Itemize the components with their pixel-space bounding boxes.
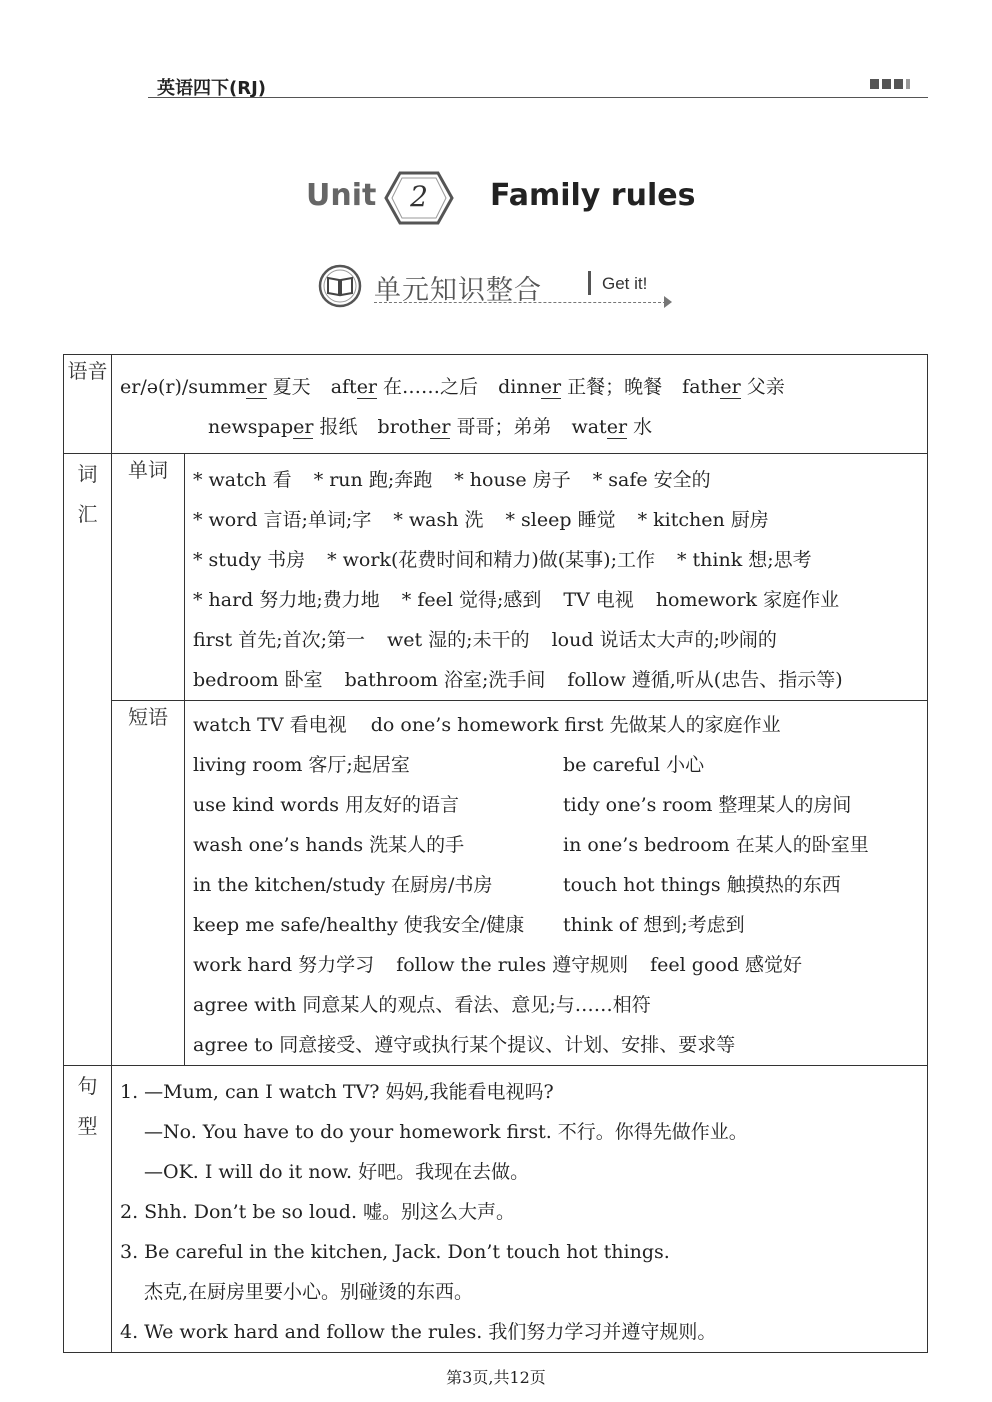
category-char: 词	[77, 462, 98, 486]
phrase-item: touch hot things 触摸热的东西	[563, 874, 841, 896]
phrase-item: living room 客厅;起居室	[193, 754, 410, 776]
pronunciation-item	[331, 376, 478, 398]
word-item: * kitchen 厨房	[637, 509, 769, 531]
words-list	[185, 454, 927, 700]
word-item: follow 遵循,听从(忠告、指示等)	[567, 669, 843, 691]
word-item: * safe 安全的	[592, 469, 711, 491]
phrase-line	[193, 945, 927, 985]
word-part: er/ə(r)/summ	[120, 376, 247, 398]
phrase-item: watch TV 看电视 do one’s homework first 先做某人的家庭作业	[193, 714, 781, 736]
pronunciation-list	[112, 355, 927, 453]
underlined-letters: er	[246, 376, 267, 398]
label-phrases: 短语	[112, 701, 185, 1066]
word-item: * hard 努力地;费力地	[193, 589, 380, 611]
category-char: 型	[77, 1114, 98, 1138]
phrase-item: keep me safe/healthy 使我安全/健康	[193, 914, 525, 936]
underlined-letters: er	[293, 416, 314, 438]
phrases-row	[64, 701, 928, 1066]
phrase-item: be careful 小心	[563, 754, 705, 776]
phrase-item: use kind words 用友好的语言	[193, 794, 460, 816]
word-item: wet 湿的;未干的	[386, 629, 530, 651]
word-part: newspap	[208, 416, 294, 438]
phrase-line	[193, 865, 927, 905]
header-decoration	[870, 79, 910, 89]
word-part: fath	[682, 376, 721, 398]
sentence-line: —OK. I will do it now. 好吧。我现在去做。	[144, 1161, 530, 1183]
unit-heading	[0, 170, 992, 226]
phrase-item: work hard 努力学习	[193, 954, 375, 976]
pronunciation-line	[120, 367, 927, 407]
underlined-letters: er	[606, 416, 628, 438]
underlined-letters: er	[430, 416, 451, 438]
sentence-line: 1. —Mum, can I watch TV? 妈妈,我能看电视吗?	[120, 1081, 554, 1103]
phrase-line	[193, 985, 927, 1025]
word-item: loud 说话太大声的;吵闹的	[551, 629, 777, 651]
page-number: 第3页,共12页	[446, 1368, 546, 1387]
word-part: aft	[330, 376, 357, 398]
book-icon	[318, 264, 362, 308]
pronunciation-item	[498, 376, 662, 398]
section-heading	[318, 262, 688, 310]
word-line	[193, 660, 927, 700]
word-item: bathroom 浴室;洗手间	[344, 669, 546, 691]
phrase-line	[193, 705, 927, 745]
header-title: 英语四下(RJ)	[157, 78, 267, 99]
word-item: * wash 洗	[393, 509, 484, 531]
phrase-item: follow the rules 遵守规则	[396, 954, 629, 976]
phrase-line	[193, 825, 927, 865]
pronunciation-item	[120, 376, 311, 398]
phrase-item: agree with 同意某人的观点、看法、意见;与……相符	[193, 994, 651, 1016]
pronunciation-item	[208, 416, 358, 438]
knowledge-table	[63, 354, 928, 1353]
section-underline	[374, 302, 666, 303]
pronunciation-line	[120, 407, 927, 447]
word-item: * sleep 睡觉	[505, 509, 616, 531]
word-part: broth	[377, 416, 431, 438]
word-item: * feel 觉得;感到	[401, 589, 542, 611]
pronunciation-content	[112, 355, 928, 454]
phrase-item: in the kitchen/study 在厨房/书房	[193, 874, 493, 896]
word-line	[193, 580, 927, 620]
phrases-list	[185, 701, 927, 1065]
word-meaning: 在……之后	[377, 376, 479, 398]
unit-label: Unit	[306, 178, 377, 213]
word-item: * house 房子	[454, 469, 571, 491]
arrow-right-icon	[664, 296, 672, 308]
word-item: * study 书房	[193, 549, 306, 571]
phrases-content	[185, 701, 928, 1066]
word-item: * think 想;思考	[677, 549, 812, 571]
underlined-letters: er	[540, 376, 562, 398]
phrase-line	[193, 785, 927, 825]
words-row	[64, 454, 928, 701]
category-sentences	[64, 1066, 112, 1353]
header-divider	[148, 97, 928, 98]
sentence-line: 3. Be careful in the kitchen, Jack. Don’t touch hot things.	[120, 1241, 670, 1263]
phrase-item: tidy one’s room 整理某人的房间	[563, 794, 852, 816]
underlined-letters: er	[356, 376, 378, 398]
sentence-line: 杰克,在厨房里要小心。别碰烫的东西。	[144, 1281, 474, 1303]
word-item: first 首先;首次;第一	[193, 629, 365, 651]
word-line	[193, 500, 927, 540]
phrase-item: feel good 感觉好	[650, 954, 803, 976]
pronunciation-item	[571, 416, 652, 438]
word-line	[193, 460, 927, 500]
word-item: homework 家庭作业	[655, 589, 840, 611]
word-item: * watch 看	[193, 469, 292, 491]
category-vocabulary	[64, 454, 112, 1066]
phrase-item: wash one’s hands 洗某人的手	[193, 834, 465, 856]
words-content	[185, 454, 928, 701]
phrase-item: in one’s bedroom 在某人的卧室里	[563, 834, 869, 856]
unit-number: 2	[410, 180, 428, 213]
pronunciation-item	[682, 376, 785, 398]
pronunciation-row	[64, 355, 928, 454]
word-item: * work(花费时间和精力)做(某事);工作	[327, 549, 655, 571]
label-words: 单词	[112, 454, 185, 701]
sentence-line: 4. We work hard and follow the rules. 我们努力学习并遵守规则。	[120, 1321, 717, 1343]
sentences-list	[112, 1066, 927, 1352]
category-pronunciation: 语音	[64, 355, 112, 454]
word-meaning: 报纸	[313, 416, 358, 438]
category-char: 句	[77, 1074, 98, 1098]
word-item: bedroom 卧室	[193, 669, 323, 691]
phrase-item: agree to 同意接受、遵守或执行某个提议、计划、安排、要求等	[193, 1034, 736, 1056]
word-meaning: 夏天	[266, 376, 311, 398]
pronunciation-item	[378, 416, 552, 438]
section-title: 单元知识整合	[374, 275, 542, 306]
word-item: * word 言语;单词;字	[193, 509, 372, 531]
unit-title: Family rules	[490, 178, 696, 213]
sentence-line: —No. You have to do your homework first. 不行。你得先做作业。	[144, 1121, 748, 1143]
word-line	[193, 540, 927, 580]
word-line	[193, 620, 927, 660]
sentences-row	[64, 1066, 928, 1353]
word-meaning: 哥哥；弟弟	[450, 416, 552, 438]
phrase-line	[193, 1025, 927, 1065]
section-subtitle: Get it!	[602, 274, 648, 293]
word-meaning: 父亲	[740, 376, 785, 398]
phrase-line	[193, 745, 927, 785]
sentences-content	[112, 1066, 928, 1353]
underlined-letters: er	[720, 376, 741, 398]
section-separator	[588, 271, 591, 295]
word-item: TV 电视	[563, 589, 634, 611]
word-part: dinn	[498, 376, 541, 398]
word-item: * run 跑;奔跑	[313, 469, 433, 491]
word-meaning: 正餐；晚餐	[561, 376, 663, 398]
phrase-item: think of 想到;考虑到	[563, 914, 745, 936]
word-part: wat	[571, 416, 607, 438]
word-meaning: 水	[627, 416, 653, 438]
category-char: 汇	[77, 502, 98, 526]
sentence-line: 2. Shh. Don’t be so loud. 嘘。别这么大声。	[120, 1201, 516, 1223]
phrase-line	[193, 905, 927, 945]
